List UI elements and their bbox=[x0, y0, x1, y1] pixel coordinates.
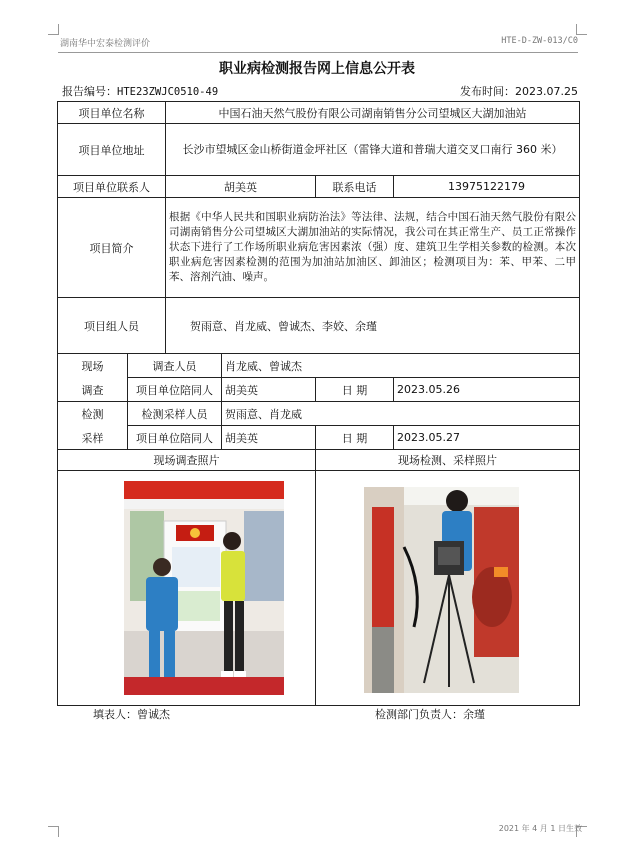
dept-head-value: 余瑾 bbox=[463, 708, 485, 721]
report-number-value: HTE23ZWJC0510-49 bbox=[117, 86, 219, 98]
effective-date: 2021 年 4 月 1 日生效 bbox=[498, 824, 582, 833]
detect-staff-value: 贺雨意、肖龙威 bbox=[222, 402, 580, 426]
detect-accomp-value: 胡美英 bbox=[222, 426, 316, 450]
contact-value: 胡美英 bbox=[166, 176, 316, 198]
filler-value: 曾诚杰 bbox=[137, 708, 170, 721]
detect-date-label: 日 期 bbox=[316, 426, 394, 450]
table-row bbox=[58, 198, 580, 298]
site-survey-label bbox=[58, 354, 128, 402]
phone-label: 联系电话 bbox=[316, 176, 394, 198]
detect-sample-label-1: 检测 bbox=[81, 407, 104, 421]
unit-name-label: 项目单位名称 bbox=[58, 102, 166, 124]
publish-date-value: 2023.07.25 bbox=[515, 85, 578, 98]
team-value: 贺雨意、肖龙威、曾诚杰、李姣、余瑾 bbox=[166, 298, 580, 354]
detect-sample-label-2: 采样 bbox=[81, 431, 104, 445]
intro-label: 项目简介 bbox=[58, 198, 166, 298]
table-row bbox=[58, 426, 580, 450]
table-row bbox=[58, 102, 580, 124]
detect-photo-cell bbox=[316, 471, 580, 706]
header-doc-code: HTE-D-ZW-013/C0 bbox=[501, 36, 578, 46]
report-number bbox=[62, 83, 218, 99]
filler-label: 填表人： bbox=[93, 708, 137, 721]
dept-head-label: 检测部门负责人： bbox=[375, 708, 463, 721]
dept-head bbox=[375, 706, 485, 722]
intro-text: 根据《中华人民共和国职业病防治法》等法律、法规，结合中国石油天然气股份有限公司湖南销售分公司望城区大湖加油站的实际情况，我公司在其正常生产、员工正常操作状态下进行了工作场所职业病危害因素浓（强）度、建筑卫生学相关参数的检测。本次职业病危害因素检测的范围为加油站加油区、卸油区；检测项目为：苯、甲苯、二甲苯、溶剂汽油、噪声。 bbox=[166, 198, 580, 298]
report-number-label: 报告编号： bbox=[62, 85, 117, 98]
publish-date bbox=[460, 83, 578, 99]
survey-accomp-value: 胡美英 bbox=[222, 378, 316, 402]
survey-photo-label: 现场调查照片 bbox=[58, 450, 316, 471]
survey-accomp-label: 项目单位陪同人 bbox=[128, 378, 222, 402]
crop-mark bbox=[48, 826, 59, 837]
survey-staff-value: 肖龙威、曾诚杰 bbox=[222, 354, 580, 378]
detect-photo bbox=[364, 487, 519, 693]
detect-accomp-label: 项目单位陪同人 bbox=[128, 426, 222, 450]
table-row bbox=[58, 378, 580, 402]
contact-label: 项目单位联系人 bbox=[58, 176, 166, 198]
page-title: 职业病检测报告网上信息公开表 bbox=[219, 61, 415, 77]
table-row bbox=[58, 354, 580, 378]
phone-value: 13975122179 bbox=[394, 176, 580, 198]
unit-name-value: 中国石油天然气股份有限公司湖南销售分公司望城区大湖加油站 bbox=[166, 102, 580, 124]
detect-sample-label bbox=[58, 402, 128, 450]
table-row bbox=[58, 298, 580, 354]
header-company: 湖南华中宏泰检测评价 bbox=[60, 39, 151, 49]
table-row bbox=[58, 402, 580, 426]
detect-staff-label: 检测采样人员 bbox=[128, 402, 222, 426]
survey-staff-label: 调查人员 bbox=[128, 354, 222, 378]
team-label: 项目组人员 bbox=[58, 298, 166, 354]
survey-date-label: 日 期 bbox=[316, 378, 394, 402]
survey-photo-cell bbox=[58, 471, 316, 706]
table-row bbox=[58, 124, 580, 176]
table-row bbox=[58, 176, 580, 198]
publish-date-label: 发布时间： bbox=[460, 85, 516, 98]
unit-address-value: 长沙市望城区金山桥街道金坪社区（雷锋大道和普瑞大道交叉口南行 360 米） bbox=[166, 124, 580, 176]
site-survey-label-2: 调查 bbox=[81, 383, 104, 397]
survey-date-value: 2023.05.26 bbox=[394, 378, 580, 402]
site-survey-label-1: 现场 bbox=[81, 359, 104, 373]
info-table bbox=[57, 101, 580, 706]
table-row bbox=[58, 450, 580, 471]
filler bbox=[93, 706, 170, 722]
detect-date-value: 2023.05.27 bbox=[394, 426, 580, 450]
table-row bbox=[58, 471, 580, 706]
unit-address-label: 项目单位地址 bbox=[58, 124, 166, 176]
survey-photo bbox=[124, 481, 284, 695]
page-header bbox=[58, 34, 578, 53]
detect-photo-label: 现场检测、采样照片 bbox=[316, 450, 580, 471]
